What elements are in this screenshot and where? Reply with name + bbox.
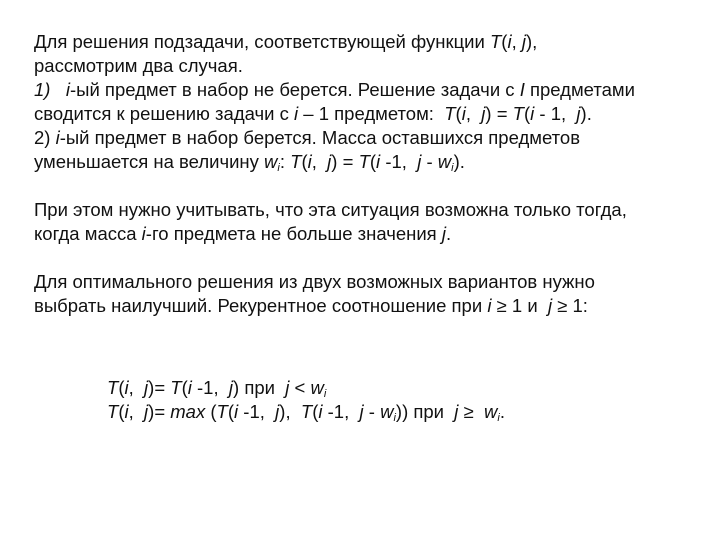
var-i: i xyxy=(124,377,129,398)
var-j: j xyxy=(359,401,364,422)
formula-1: T(i, j)= T(i -1, j) при $j < w_i$ xyxy=(107,377,327,400)
condition-paragraph xyxy=(34,198,704,246)
var-j: j xyxy=(285,377,290,398)
subscript-i: i xyxy=(323,388,327,400)
case-1-line-2: сводится к решению задачи с i – 1 предметом: T(i, j) = T(i - 1, j). xyxy=(34,103,592,124)
comma: , xyxy=(511,31,517,52)
period: . xyxy=(445,223,452,244)
case-1 xyxy=(34,78,704,126)
var-i: i xyxy=(124,401,129,422)
case-1-line-1 xyxy=(34,78,704,102)
var-j: j xyxy=(441,223,446,244)
var-j: j xyxy=(417,151,422,172)
equals-sign: )= xyxy=(148,401,166,422)
case-2-line-2: уменьшается на величину $w_i$: T(i, j) = T(i -1, j - $w_i$). xyxy=(34,151,465,174)
case-2 xyxy=(34,126,704,174)
var-w: w xyxy=(310,377,324,398)
var-j: j xyxy=(576,103,581,124)
function-T: T xyxy=(107,401,119,422)
case-2-number: 2) xyxy=(34,127,51,148)
formula-end: ). xyxy=(580,103,592,124)
minus-one: -1, xyxy=(327,401,350,422)
paren-close: ), xyxy=(526,31,538,52)
function-T: T xyxy=(489,31,502,52)
var-j: j xyxy=(144,377,149,398)
spacer xyxy=(34,246,704,270)
max-function: max xyxy=(170,401,206,422)
greater-equal: ≥ xyxy=(463,401,474,422)
var-i: i xyxy=(376,151,381,172)
var-w: w xyxy=(437,151,452,172)
function-T: T xyxy=(216,401,228,422)
function-T: T xyxy=(512,103,524,124)
condition-line-2 xyxy=(34,222,704,246)
var-j: j xyxy=(481,103,486,124)
var-i: i xyxy=(55,127,60,148)
recurrence-paragraph xyxy=(34,270,704,318)
minus-one: -1, xyxy=(197,377,219,398)
function-T: T xyxy=(170,377,182,398)
less-than: < xyxy=(294,377,306,398)
var-i: i xyxy=(318,401,323,422)
var-i: i xyxy=(487,295,492,316)
var-i: i xyxy=(234,401,239,422)
var-i: i xyxy=(141,223,146,244)
case-1-text: -ый предмет в набор не берется. Решение задачи с xyxy=(70,79,515,100)
recurrence-line-1: Для оптимального решения из двух возможных вариантов нужно xyxy=(34,271,595,292)
equals-sign: = xyxy=(496,103,508,124)
var-j: j xyxy=(144,401,149,422)
subscript-i: i xyxy=(451,162,454,174)
function-T: T xyxy=(358,151,370,172)
period: . xyxy=(499,401,505,422)
word-pri: ) при xyxy=(233,377,275,398)
minus-one: -1, xyxy=(243,401,265,422)
case-2-line-1 xyxy=(34,126,704,150)
colon: : xyxy=(279,151,285,172)
paren-open: ( xyxy=(501,31,508,52)
condition-ge-2: ≥ 1: xyxy=(557,295,588,316)
recurrence-text: выбрать наилучший. Рекурентное соотношение при xyxy=(34,295,483,316)
var-w: w xyxy=(264,151,278,172)
var-I: I xyxy=(519,79,525,100)
subscript-i: i xyxy=(393,412,396,424)
minus-one: - 1, xyxy=(539,103,567,124)
formula-end: ). xyxy=(453,151,465,172)
case-1-text-2: сводится к решению задачи с xyxy=(34,103,289,124)
slide-body xyxy=(34,30,704,318)
recurrence-line-2 xyxy=(34,294,704,318)
function-T: T xyxy=(290,151,302,172)
function-T: T xyxy=(444,103,456,124)
condition-text-2: -го предмета не больше значения xyxy=(145,223,437,244)
var-i: i xyxy=(507,31,512,52)
var-j: j xyxy=(521,31,526,52)
intro-paragraph xyxy=(34,30,704,78)
subscript-i: i xyxy=(277,162,280,174)
formula-2: T(i, j)= max (T(i -1, j), T(i -1, j - $w_i$)) при $j \ge w_i$. xyxy=(107,401,505,424)
condition-text: когда масса xyxy=(34,223,137,244)
minus-sign: - xyxy=(426,151,433,172)
condition-line-1: При этом нужно учитывать, что эта ситуация возможна только тогда, xyxy=(34,199,627,220)
case-1-number: 1) xyxy=(34,79,51,100)
intro-line-1 xyxy=(34,30,704,54)
case-1-text-3: – 1 предметом: xyxy=(303,103,434,124)
word-pri: )) при xyxy=(395,401,445,422)
case-2-text-2: уменьшается на величину xyxy=(34,151,259,172)
var-i: i xyxy=(530,103,535,124)
var-j: j xyxy=(547,295,553,316)
var-i: i xyxy=(307,151,312,172)
spacer xyxy=(34,174,704,198)
equals-sign: )= xyxy=(148,377,171,398)
var-i: i xyxy=(187,377,192,398)
equals-sign: = xyxy=(342,151,354,172)
var-i: i xyxy=(65,79,70,100)
var-j: j xyxy=(454,401,459,422)
var-j: j xyxy=(327,151,332,172)
function-T: T xyxy=(300,401,313,422)
case-2-text: -ый предмет в набор берется. Масса оставшихся предметов xyxy=(59,127,581,148)
case-1-text-end: предметами xyxy=(529,79,635,100)
intro-line-2: рассмотрим два случая. xyxy=(34,55,243,76)
var-i: i xyxy=(461,103,466,124)
var-j: j xyxy=(228,377,234,398)
subscript-i: i xyxy=(497,412,500,424)
condition-ge-1: ≥ 1 и xyxy=(496,295,538,316)
var-w: w xyxy=(380,401,394,422)
function-T: T xyxy=(107,377,119,398)
var-i: i xyxy=(294,103,299,124)
minus-one: -1, xyxy=(385,151,407,172)
var-j: j xyxy=(275,401,280,422)
minus-sign: - xyxy=(368,401,375,422)
intro-text: Для решения подзадачи, соответствующей функции xyxy=(34,31,485,52)
var-w: w xyxy=(484,401,498,422)
recurrence-formulas xyxy=(107,376,505,424)
